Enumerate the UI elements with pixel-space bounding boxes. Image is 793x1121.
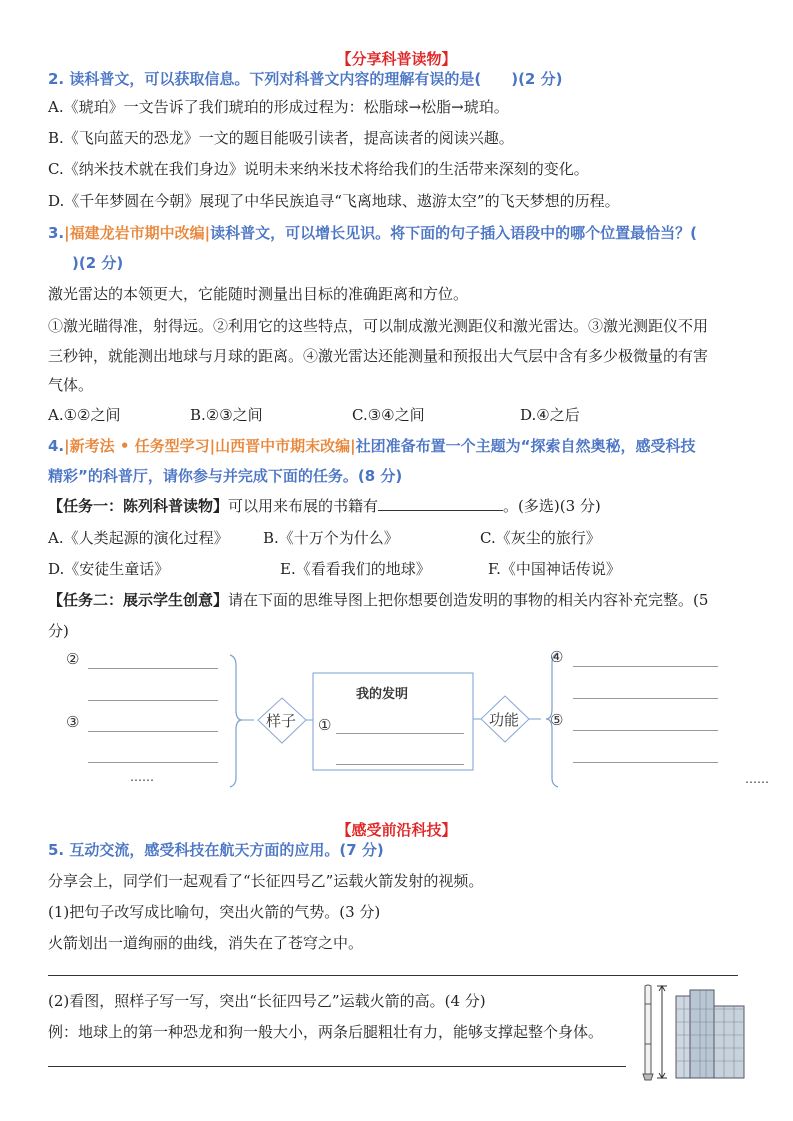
mind-map-num-5: ⑤ bbox=[550, 711, 564, 729]
height-arrow-icon bbox=[657, 986, 667, 1078]
answer-line-2[interactable] bbox=[48, 1066, 626, 1067]
task-1-tail: 。(多选)(3 分) bbox=[503, 497, 601, 515]
question-3-stem: 3.|福建龙岩市期中改编|读科普文，可以增长见识。将下面的句子插入语段中的哪个位置最恰当？( bbox=[48, 224, 697, 242]
q4-tag-1: 新考法 • 任务型学习 bbox=[69, 437, 210, 455]
task-1-blank[interactable] bbox=[378, 496, 503, 511]
q5-part-2: (2)看图，照样子写一写，突出“长征四号乙”运载火箭的高。(4 分) bbox=[48, 992, 486, 1010]
label-appearance: 样子 bbox=[266, 712, 297, 730]
ellipsis-right: …… bbox=[745, 772, 769, 786]
q4-option-e: E.《看看我们的地球》 bbox=[280, 560, 431, 578]
q3-option-a: A.①②之间 bbox=[48, 406, 121, 424]
mind-map-num-4: ④ bbox=[550, 648, 564, 666]
mind-map-num-3: ③ bbox=[66, 713, 80, 731]
q4-number: 4. bbox=[48, 437, 65, 455]
mind-map-num-2: ② bbox=[66, 650, 80, 668]
q4-option-b: B.《十万个为什么》 bbox=[263, 529, 399, 547]
invention-title: 我的发明 bbox=[356, 687, 409, 702]
mind-map-num-1: ① bbox=[318, 716, 332, 734]
blank-line[interactable] bbox=[336, 764, 464, 765]
rocket-and-buildings-image bbox=[638, 984, 758, 1084]
q5-part-1: (1)把句子改写成比喻句，突出火箭的气势。(3 分) bbox=[48, 903, 381, 921]
q3-number: 3. bbox=[48, 224, 65, 242]
mind-map-shapes bbox=[0, 640, 793, 800]
q3-option-c: C.③④之间 bbox=[352, 406, 425, 424]
q4-option-a: A.《人类起源的演化过程》 bbox=[48, 529, 229, 547]
task-2-text: 请在下面的思维导图上把你想要创造发明的事物的相关内容补充完整。(5 bbox=[228, 591, 709, 609]
task-1-title: 【任务一：陈列科普读物】 bbox=[48, 497, 229, 515]
task-1 bbox=[48, 496, 601, 516]
q3-source-tag: 福建龙岩市期中改编 bbox=[69, 224, 205, 242]
left-brace bbox=[230, 655, 242, 787]
ellipsis-left: …… bbox=[130, 770, 154, 784]
label-function: 功能 bbox=[489, 711, 520, 729]
q4-option-c: C.《灰尘的旅行》 bbox=[480, 529, 601, 547]
q4-stem-cont: 精彩”的科普厅，请你参与并完成下面的任务。(8 分) bbox=[48, 467, 403, 485]
q3-option-b: B.②③之间 bbox=[190, 406, 263, 424]
q5-part-2-example: 例：地球上的第一种恐龙和狗一般大小，两条后腿粗壮有力，能够支撑起整个身体。 bbox=[48, 1023, 604, 1041]
answer-line-1[interactable] bbox=[48, 975, 738, 976]
q4-option-f: F.《中国神话传说》 bbox=[488, 560, 621, 578]
q2-option-b: B.《飞向蓝天的恐龙》一文的题目能吸引读者，提高读者的阅读兴趣。 bbox=[48, 129, 514, 147]
q2-option-a: A.《琥珀》一文告诉了我们琥珀的形成过程为：松脂球→松脂→琥珀。 bbox=[48, 98, 509, 116]
q4-tag-2: 山西晋中市期末改编 bbox=[215, 437, 351, 455]
task-2 bbox=[48, 590, 708, 610]
q3-paragraph-line-1: ①激光瞄得准，射得远。②利用它的这些特点，可以制成激光测距仪和激光雷达。③激光测距仪不用 bbox=[48, 317, 709, 335]
task-1-text: 可以用来布展的书籍有 bbox=[228, 497, 379, 515]
buildings-icon bbox=[676, 990, 744, 1078]
q3-stem-text: 读科普文，可以增长见识。将下面的句子插入语段中的哪个位置最恰当？( bbox=[210, 224, 697, 242]
q5-intro: 分享会上，同学们一起观看了“长征四号乙”运载火箭发射的视频。 bbox=[48, 872, 484, 890]
blank-line[interactable] bbox=[336, 733, 464, 734]
q3-paragraph-line-3: 气体。 bbox=[48, 376, 94, 394]
section-title-share-books: 【分享科普读物】 bbox=[336, 50, 457, 68]
q2-option-c: C.《纳米技术就在我们身边》说明未来纳米技术将给我们的生活带来深刻的变化。 bbox=[48, 160, 589, 178]
blank-line[interactable] bbox=[573, 698, 718, 699]
blank-line[interactable] bbox=[88, 731, 218, 732]
task-2-tail: 分) bbox=[48, 622, 69, 640]
rocket-icon bbox=[643, 985, 653, 1080]
blank-line[interactable] bbox=[88, 762, 218, 763]
blank-line[interactable] bbox=[573, 762, 718, 763]
question-5-stem: 5. 互动交流，感受科技在航天方面的应用。(7 分) bbox=[48, 841, 384, 859]
q5-part-1-sentence: 火箭划出一道绚丽的曲线，消失在了苍穹之中。 bbox=[48, 934, 364, 952]
q3-paragraph-line-2: 三秒钟，就能测出地球与月球的距离。④激光雷达还能测量和预报出大气层中含有多少极微量的有害 bbox=[48, 347, 709, 365]
blank-line[interactable] bbox=[573, 730, 718, 731]
q3-stem-cont: )(2 分) bbox=[72, 254, 124, 272]
blank-line[interactable] bbox=[573, 666, 718, 667]
section-title-frontier-tech: 【感受前沿科技】 bbox=[336, 821, 457, 839]
q3-sentence: 激光雷达的本领更大，它能随时测量出目标的准确距离和方位。 bbox=[48, 285, 469, 303]
question-2-stem: 2. 读科普文，可以获取信息。下列对科普文内容的理解有误的是( )(2 分) bbox=[48, 70, 563, 88]
q4-option-d: D.《安徒生童话》 bbox=[48, 560, 170, 578]
blank-line[interactable] bbox=[88, 700, 218, 701]
q4-stem-text: 社团准备布置一个主题为“探索自然奥秘，感受科技 bbox=[355, 437, 696, 455]
q3-option-d: D.④之后 bbox=[520, 406, 580, 424]
blank-line[interactable] bbox=[88, 668, 218, 669]
q2-option-d: D.《千年梦圆在今朝》展现了中华民族追寻“飞离地球、遨游太空”的飞天梦想的历程。 bbox=[48, 192, 620, 210]
question-4-stem: 4.|新考法 • 任务型学习|山西晋中市期末改编|社团准备布置一个主题为“探索自然奥秘，感受科技 bbox=[48, 437, 696, 455]
task-2-title: 【任务二：展示学生创意】 bbox=[48, 591, 229, 609]
